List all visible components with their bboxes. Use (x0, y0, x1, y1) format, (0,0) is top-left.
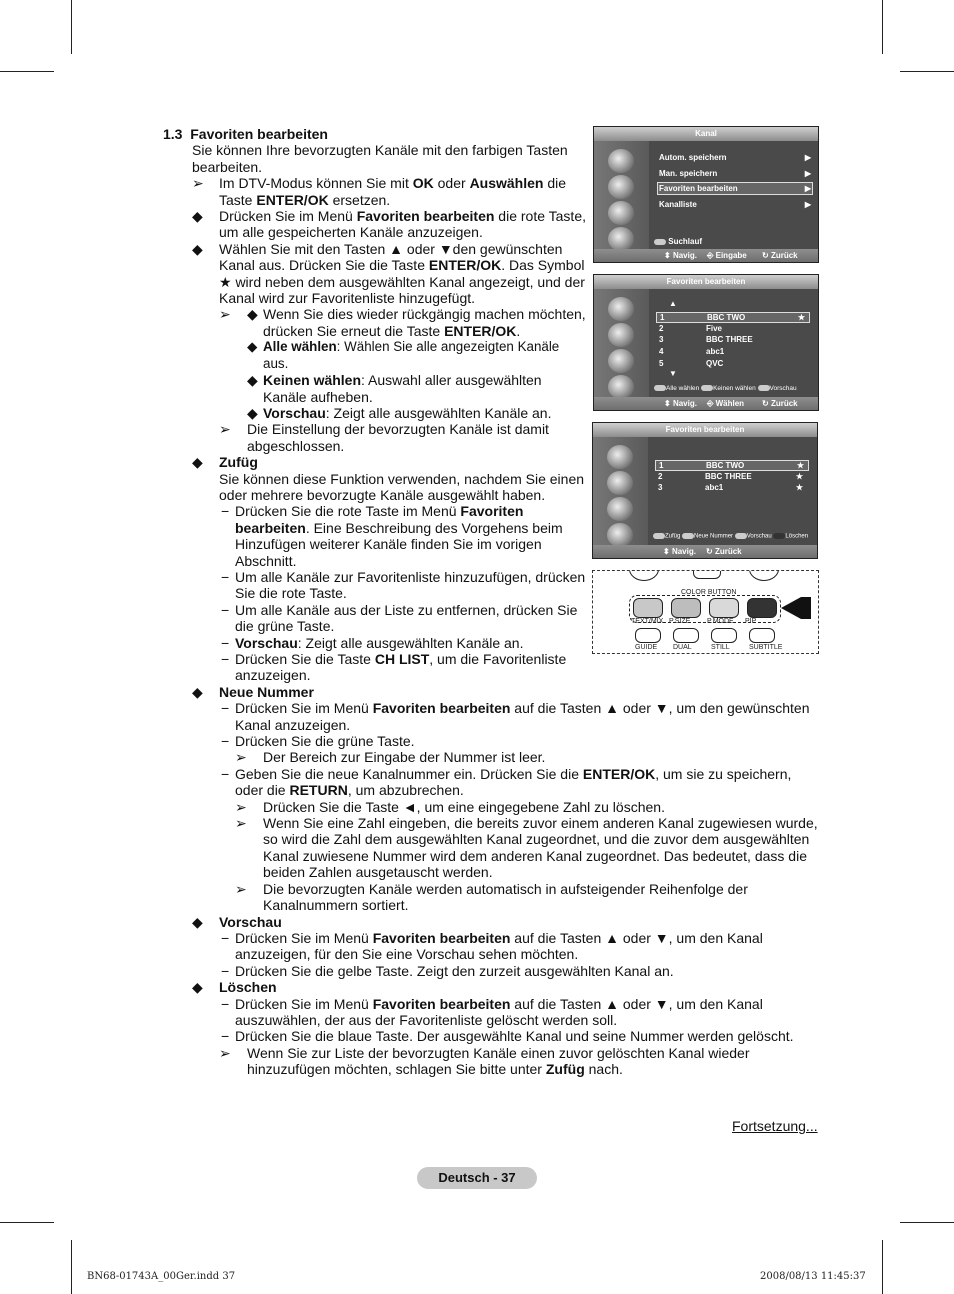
channel-row[interactable] (656, 335, 808, 344)
neue-step-3: − Geben Sie die neue Kanalnummer ein. Drücken Sie die ENTER/OK, um sie zu speichern, oder die RETURN, um abzubrechen. (221, 765, 792, 799)
sub-bullet-2: ◆ Alle wählen: Wählen Sie alle angezeigten Kanäle aus. (247, 339, 560, 371)
color-key (671, 598, 701, 618)
note-dtv: ➢ Im DTV-Modus können Sie mit OK oder Auswählen die Taste ENTER/OK ersetzen. (192, 175, 567, 208)
remote-key-label: SUBTITLE (749, 644, 783, 651)
print-file-info: BN68-01743A_00Ger.indd 37 (87, 1271, 236, 1282)
neue-note-2: ➢ Drücken Sie die Taste ◄, um eine eingegebene Zahl zu löschen. (235, 798, 665, 815)
green-button[interactable] (701, 385, 713, 391)
green-button[interactable] (682, 533, 694, 539)
color-key (709, 598, 739, 618)
remote-key (749, 570, 779, 581)
channel-name: QVC (706, 358, 724, 368)
input-icon (608, 375, 634, 399)
settings-icon (608, 201, 634, 225)
input-icon (607, 523, 633, 547)
loeschen-step-2: − Drücken Sie die blaue Taste. Der ausgewählte Kanal und seine Nummer werden gelöscht. (221, 1028, 794, 1045)
channel-number: 5 (659, 358, 664, 368)
loeschen-note: ➢ Wenn Sie zur Liste der bevorzugten Kanäle einen zuvor gelöschten Kanal wieder hinzuzufügen möchten, schlagen Sie bitte unter Zufüg nach. (219, 1044, 750, 1078)
channel-number: 3 (659, 335, 664, 345)
zufueg-step-4: − Vorschau: Zeigt alle ausgewählten Kanäle an. (221, 634, 524, 651)
channel-number: 2 (659, 323, 664, 333)
pointer-arrow-stem (801, 597, 811, 619)
menu-title: Kanal (695, 129, 717, 138)
color-button-label: COLOR BUTTON (681, 589, 737, 596)
menu-title: Favoriten bearbeiten (665, 425, 745, 434)
picture-icon (608, 175, 634, 199)
pointer-arrow-icon (781, 597, 801, 619)
neue-note-1: ➢ Der Bereich zur Eingabe der Nummer ist leer. (235, 749, 546, 766)
section-heading: 1.3 Favoriten bearbeiten (163, 126, 328, 142)
channel-name: BBC TWO (706, 461, 745, 470)
channel-name: Five (706, 323, 723, 333)
function-key (749, 628, 775, 643)
crop-mark (0, 71, 54, 72)
neue-heading: ◆ Neue Nummer (192, 683, 314, 700)
picture-icon (607, 471, 633, 495)
menu-sidebar (594, 141, 649, 249)
osd-menu-kanal (593, 126, 819, 263)
remote-key-label: PIP (745, 618, 757, 625)
channel-row[interactable] (656, 359, 808, 368)
menu-title: Favoriten bearbeiten (666, 277, 746, 286)
antenna-icon (608, 149, 634, 173)
remote-key-label: TEXT/MIX (631, 618, 664, 625)
channel-name: abc1 (706, 347, 725, 357)
zufueg-intro: Sie können diese Funktion verwenden, nachdem Sie einen oder mehrere bevorzugte Kanäle ausgewählt haben. (219, 470, 585, 503)
channel-number: 4 (659, 347, 664, 357)
crop-mark (882, 0, 883, 54)
function-key (635, 628, 661, 643)
color-button-row: Zufüg Neue Nummer Vorschau Löschen (653, 533, 815, 540)
favorite-star-icon: ★ (795, 471, 803, 481)
print-date-info: 2008/08/13 11:45:37 (760, 1271, 866, 1282)
favorite-star-icon: ★ (795, 483, 803, 493)
red-button[interactable] (653, 533, 665, 539)
channel-name: abc1 (705, 483, 724, 493)
vorschau-step-1: − Drücken Sie im Menü Favoriten bearbeiten auf die Tasten ▲ oder ▼, um den Kanal anzuzeigen, für den Sie eine Vorschau sehen möchten. (221, 929, 763, 963)
crop-mark (900, 71, 954, 72)
remote-key-label: STILL (711, 644, 730, 651)
menu-item-favoriten-bearbeiten[interactable]: Favoriten bearbeiten ▶ (659, 184, 811, 193)
red-button[interactable] (654, 385, 666, 391)
crop-mark (882, 1240, 883, 1294)
note-done: ➢ Die Einstellung der bevorzugten Kanäle ist damit abgeschlossen. (219, 421, 549, 454)
channel-row[interactable] (656, 324, 808, 333)
page-number-badge: Deutsch - 37 (417, 1167, 537, 1189)
sub-bullet-1: ➢ ◆ Wenn Sie dies wieder rückgängig machen möchten, drücken Sie erneut die Taste ENTER/OK. (219, 306, 586, 339)
remote-key-label: P.SIZE (669, 618, 691, 625)
menu-footer: ⬍ Navig. ⎆ Wählen ↻ Zurück (594, 397, 818, 410)
scroll-up-icon[interactable]: ▲ (669, 299, 677, 308)
sub-bullet-4: ◆ Vorschau: Zeigt alle ausgewählten Kanäle an. (247, 404, 552, 421)
favorite-star-icon: ★ (796, 461, 804, 470)
menu-item-man-speichern[interactable]: Man. speichern ▶ (659, 169, 811, 178)
function-key (711, 628, 737, 643)
channel-name: BBC THREE (706, 335, 753, 345)
menu-footer: ⬍ Navig. ↻ Zurück (593, 545, 817, 558)
continuation-link[interactable]: Fortsetzung... (732, 1118, 818, 1134)
zufueg-step-2: − Um alle Kanäle zur Favoritenliste hinzuzufügen, drücken Sie die rote Taste. (221, 568, 586, 602)
remote-illustration (592, 570, 819, 654)
antenna-icon (608, 297, 634, 321)
osd-menu-favoriten-1 (593, 274, 819, 411)
sub-bullet-3: ◆ Keinen wählen: Auswahl aller ausgewählten Kanäle aufheben. (247, 372, 542, 405)
antenna-icon (607, 445, 633, 469)
osd-menu-favoriten-2 (592, 422, 818, 559)
menu-footer: ⬍ Navig. ⎆ Eingabe ↻ Zurück (594, 249, 818, 262)
remote-key-label: GUIDE (635, 644, 658, 651)
channel-row[interactable] (656, 312, 810, 323)
color-key (633, 598, 663, 618)
bullet-1: ◆ Drücken Sie im Menü Favoriten bearbeiten die rote Taste, um alle gespeicherten Kanäle anzuzeigen. (192, 208, 586, 241)
picture-icon (608, 323, 634, 347)
zufueg-step-5: − Drücken Sie die Taste CH LIST, um die Favoritenliste anzuzeigen. (221, 651, 567, 684)
crop-mark (0, 1222, 54, 1223)
zufueg-heading: ◆ Zufüg (192, 454, 258, 471)
section-intro: Sie können Ihre bevorzugten Kanäle mit den farbigen Tasten bearbeiten. (192, 142, 568, 175)
function-key (673, 628, 699, 643)
blue-button[interactable] (773, 533, 785, 539)
remote-key-label: DUAL (673, 644, 692, 651)
menu-item-autom-speichern[interactable]: Autom. speichern ▶ (659, 153, 811, 162)
vorschau-heading: ◆ Vorschau (192, 913, 282, 930)
channel-name: BBC TWO (707, 313, 746, 322)
crop-mark (71, 0, 72, 54)
menu-item-kanalliste[interactable]: Kanalliste ▶ (659, 200, 811, 209)
vorschau-step-2: − Drücken Sie die gelbe Taste. Zeigt den zurzeit ausgewählten Kanal an. (221, 962, 674, 979)
menu-suchlauf[interactable]: Suchlauf (654, 237, 702, 246)
neue-step-2: − Drücken Sie die grüne Taste. (221, 733, 415, 750)
menu-sidebar (593, 437, 648, 545)
channel-number: 1 (660, 313, 665, 322)
remote-key (629, 570, 659, 581)
yellow-button[interactable] (735, 533, 747, 539)
neue-note-3: ➢ Wenn Sie eine Zahl eingeben, die bereits zuvor einem anderen Kanal zugewiesen wurde, so wird die Zahl dem ausgewählten Kanal zugeordnet, und die zuvor dem ausgewählten Kanal zuwiesene Nummer wird dem anderen Kanal zugeordnet. Das bedeutet, dass die beiden Zahlen ausgetauscht werden. (235, 815, 818, 881)
favorite-star-icon: ★ (797, 313, 805, 322)
settings-icon (607, 497, 633, 521)
channel-row[interactable] (655, 472, 807, 481)
zufueg-step-3: − Um alle Kanäle aus der Liste zu entfernen, drücken Sie die grüne Taste. (221, 601, 578, 635)
color-button-row: Alle wählen Keinen wählen Vorschau (654, 385, 797, 392)
menu-sidebar (594, 289, 649, 397)
channel-number: 1 (659, 461, 664, 470)
scroll-down-icon[interactable]: ▼ (669, 369, 677, 378)
channel-name: BBC THREE (705, 471, 752, 481)
yellow-button[interactable] (758, 385, 770, 391)
loeschen-heading: ◆ Löschen (192, 979, 277, 996)
channel-number: 2 (658, 471, 663, 481)
crop-mark (900, 1222, 954, 1223)
zufueg-step-1: − Drücken Sie die rote Taste im Menü Favoriten bearbeiten. Eine Beschreibung des Vorgehens beim Hinzufügen weiterer Kanäle finden Sie im vorigen Abschnitt. (221, 503, 563, 569)
channel-row[interactable] (655, 460, 809, 471)
remote-key (693, 570, 721, 579)
remote-key-label: P.MODE (707, 618, 734, 625)
crop-mark (71, 1240, 72, 1294)
input-icon (608, 227, 634, 251)
channel-row[interactable] (656, 347, 808, 356)
bullet-2: ◆ Wählen Sie mit den Tasten ▲ oder ▼den gewünschten Kanal aus. Drücken Sie die Taste ENTER/OK. Das Symbol ★ wird neben dem ausgewählten Kanal angezeigt, und der Kanal wird zur Favoritenliste hinzugefügt. (192, 240, 585, 307)
channel-row[interactable] (655, 483, 807, 492)
loeschen-step-1: − Drücken Sie im Menü Favoriten bearbeiten auf die Tasten ▲ oder ▼, um den Kanal auszuwählen, der aus der Favoritenliste gelöscht werden soll. (221, 995, 763, 1028)
channel-number: 3 (658, 483, 663, 493)
neue-note-4: ➢ Die bevorzugten Kanäle werden automatisch in aufsteigender Reihenfolge der Kanalnummern sortiert. (235, 880, 748, 914)
neue-step-1: − Drücken Sie im Menü Favoriten bearbeiten auf die Tasten ▲ oder ▼, um den gewünschten Kanal anzuzeigen. (221, 700, 810, 733)
color-key (747, 598, 777, 618)
settings-icon (608, 349, 634, 373)
